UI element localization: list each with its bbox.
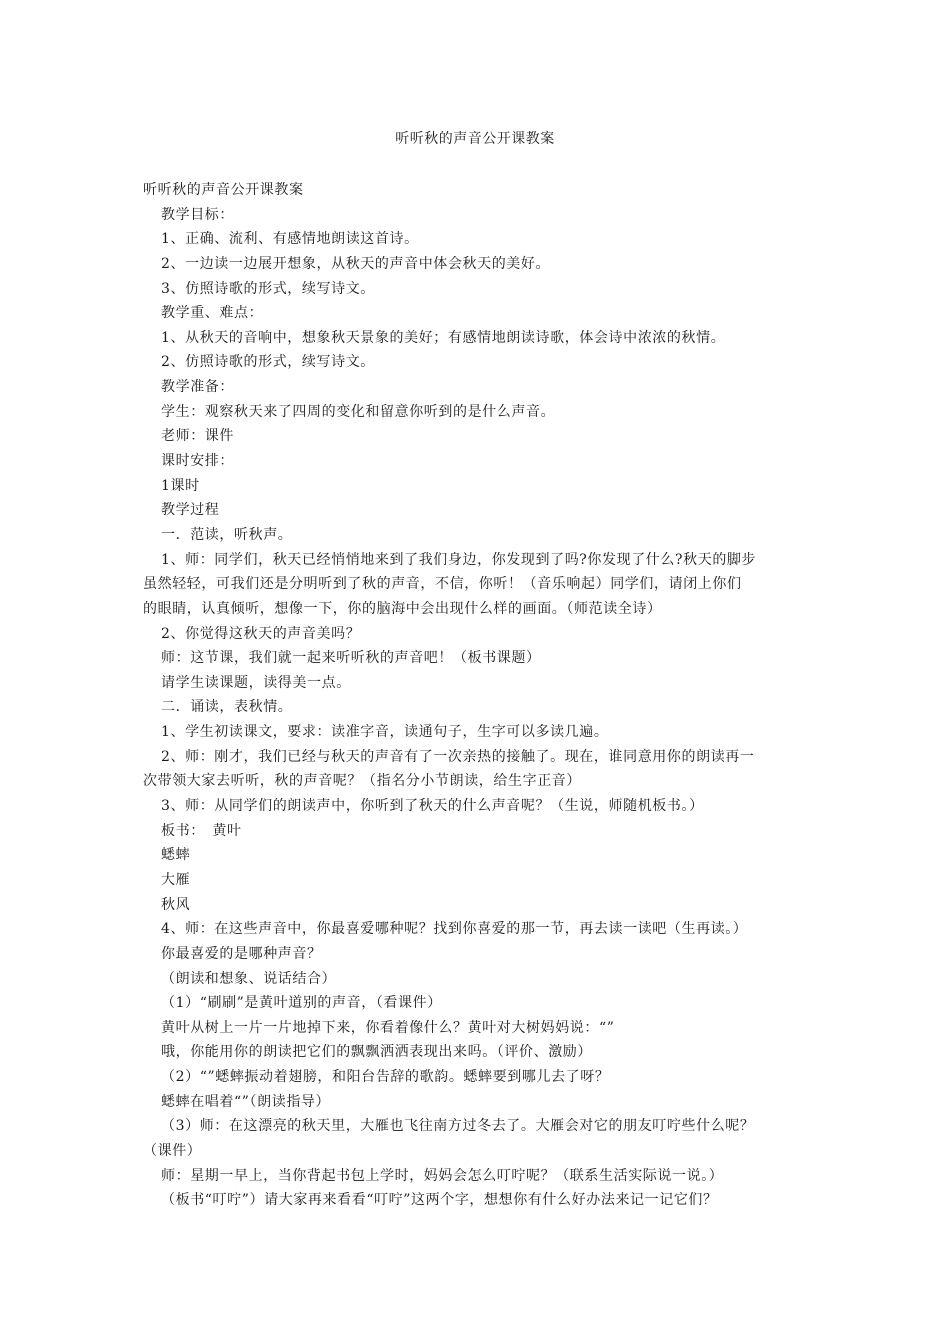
document-line: 黄叶从树上一片一片地掉下来，你看着像什么？黄叶对大树妈妈说：“”: [161, 1019, 615, 1036]
document-line: 听听秋的声音公开课教案: [143, 182, 304, 198]
document-line: （板书“叮咛”）请大家再来看看“叮咛”这两个字，想想你有什么好办法来记一记它们？: [161, 1192, 718, 1209]
document-line: 大雁: [161, 871, 191, 888]
document-line: 蟋蟀在唱着“”（朗读指导）: [161, 1093, 331, 1110]
document-line: 2、师：刚才，我们已经与秋天的声音有了一次亲热的接触了。现在，谁同意用你的朗读再一: [161, 748, 755, 765]
document-line: （朗读和想象、说话结合）: [161, 970, 337, 987]
document-line: 的眼睛，认真倾听，想像一下，你的脑海中会出现什么样的画面。（师范读全诗）: [143, 600, 662, 617]
document-line: 教学准备：: [161, 379, 234, 396]
document-line: 学生：观察秋天来了四周的变化和留意你听到的是什么声音。: [161, 403, 556, 420]
document-line: 蟋蟀: [161, 847, 191, 864]
document-line: 教学过程: [161, 502, 220, 519]
document-line: 1、正确、流利、有感情地朗读这首诗。: [161, 231, 419, 248]
document-line: 你最喜爱的是哪种声音？: [161, 945, 322, 962]
document-line: 二．诵读，表秋情。: [161, 699, 293, 716]
document-line: 师：这节课，我们就一起来听听秋的声音吧！（板书课题）: [161, 650, 541, 667]
document-line: （3）师：在这漂亮的秋天里，大雁也飞往南方过冬去了。大雁会对它的朋友叮咛些什么呢？: [161, 1118, 755, 1135]
document-line: 1课时: [161, 477, 200, 494]
document-body: [143, 178, 811, 1213]
document-line: 1、学生初读课文，要求：读准字音，读通句子，生字可以多读几遍。: [161, 724, 609, 741]
document-line: 教学目标：: [161, 206, 234, 223]
document-line: 板书： 黄叶: [161, 822, 242, 839]
document-line: 请学生读课题，读得美一点。: [161, 674, 351, 691]
document-line: 4、师：在这些声音中，你最喜爱哪种呢？找到你喜爱的那一节，再去读一读吧（生再读。）: [161, 921, 748, 938]
document-line: 老师：课件: [161, 428, 234, 445]
document-line: 哦，你能用你的朗读把它们的飘飘洒洒表现出来吗。（评价、激励）: [161, 1044, 592, 1061]
document-line: 3、仿照诗歌的形式，续写诗文。: [161, 280, 375, 297]
document-line: 2、一边读一边展开想象，从秋天的声音中体会秋天的美好。: [161, 255, 551, 272]
document-title: 听听秋的声音公开课教案: [395, 131, 555, 147]
document-line: 2、你觉得这秋天的声音美吗？: [161, 625, 361, 642]
document-line: 教学重、难点：: [161, 305, 264, 322]
document-line: 2、仿照诗歌的形式，续写诗文。: [161, 354, 375, 371]
document-line: 虽然轻轻，可我们还是分明听到了秋的声音，不信，你听！（音乐响起）同学们，请闭上你们: [143, 576, 742, 593]
document-line: 一．范读，听秋声。: [161, 526, 293, 543]
document-line: 课时安排：: [161, 453, 234, 470]
document-line: 次带领大家去听听，秋的声音呢？（指名分小节朗读，给生字正音）: [143, 773, 581, 790]
document-line: 秋风: [161, 896, 191, 913]
document-line: （2）“”蟋蟀振动着翅膀，和阳台告辞的歌韵。蟋蟀要到哪儿去了呀？: [161, 1069, 610, 1086]
document-line: （课件）: [143, 1142, 202, 1159]
document-line: 1、师：同学们，秋天已经悄悄地来到了我们身边，你发现到了吗?你发现了什么?秋天的脚步: [161, 551, 757, 568]
document-line: 3、师：从同学们的朗读声中，你听到了秋天的什么声音呢？（生说，师随机板书。）: [161, 798, 704, 815]
document-line: （1）“刷刷”是黄叶道别的声音，（看课件）: [161, 995, 442, 1012]
document-line: 师：星期一早上，当你背起书包上学时，妈妈会怎么叮咛呢？（联系生活实际说一说。）: [161, 1167, 724, 1184]
document-line: 1、从秋天的音响中，想象秋天景象的美好；有感情地朗读诗歌，体会诗中浓浓的秋情。: [161, 329, 726, 346]
